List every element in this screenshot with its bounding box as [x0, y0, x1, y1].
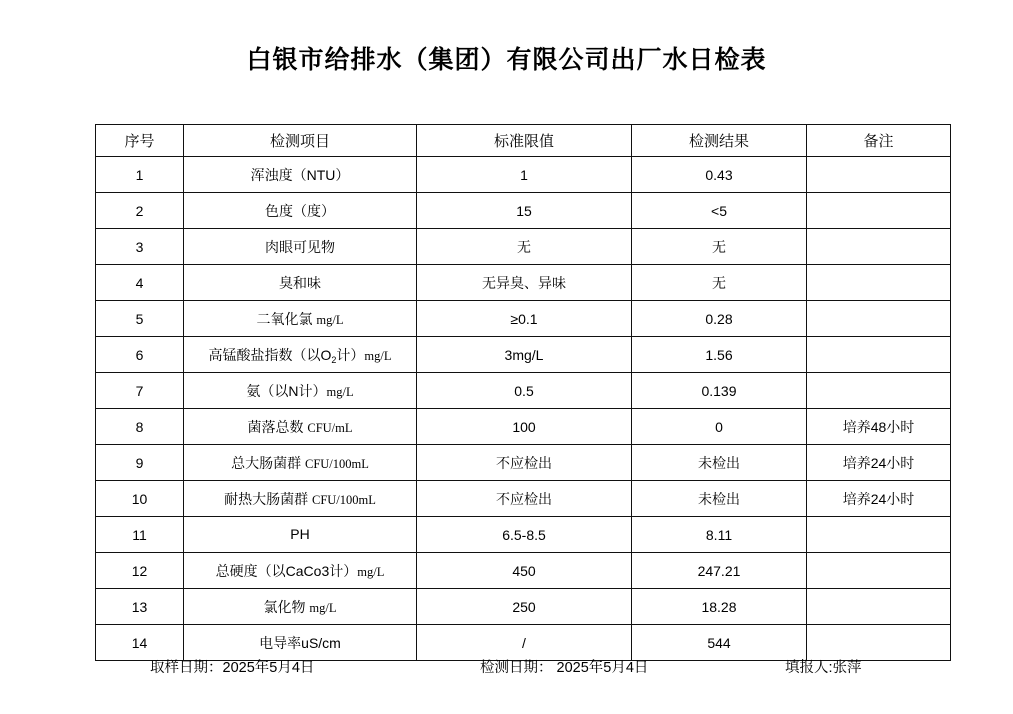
cell-standard: 100	[417, 409, 632, 445]
cell-standard: 3mg/L	[417, 337, 632, 373]
cell-item-unit: mg/L	[326, 384, 354, 399]
cell-note	[807, 265, 951, 301]
cell-note: 培养48小时	[807, 409, 951, 445]
cell-item-unit: mg/L	[309, 600, 337, 615]
cell-no: 2	[96, 193, 184, 229]
cell-item-name: 总大肠菌群	[231, 454, 302, 471]
table-row	[96, 193, 951, 229]
report-table-container	[95, 124, 950, 661]
sampling-date: 取样日期：2025年5月4日	[150, 660, 315, 676]
table-row	[96, 337, 951, 373]
cell-no: 4	[96, 265, 184, 301]
cell-no: 3	[96, 229, 184, 265]
cell-item-unit: CFU/mL	[307, 420, 353, 435]
cell-note	[807, 589, 951, 625]
cell-result: 0.139	[632, 373, 807, 409]
cell-result: 无	[632, 229, 807, 265]
cell-note: 培养24小时	[807, 445, 951, 481]
table-row	[96, 301, 951, 337]
cell-item-name: 浑浊度（NTU）	[250, 166, 350, 183]
table-row	[96, 589, 951, 625]
column-header-standard: 标准限值	[417, 125, 632, 157]
cell-item	[184, 481, 417, 517]
cell-standard: 250	[417, 589, 632, 625]
cell-item	[184, 193, 417, 229]
table-row	[96, 373, 951, 409]
cell-no: 11	[96, 517, 184, 553]
cell-result: <5	[632, 193, 807, 229]
testing-date: 检测日期： 2025年5月4日	[480, 660, 649, 676]
cell-note	[807, 517, 951, 553]
table-row	[96, 265, 951, 301]
cell-item-name: 总硬度（以CaCo3计）	[215, 562, 358, 579]
cell-standard: 1	[417, 157, 632, 193]
cell-standard: 无	[417, 229, 632, 265]
cell-item	[184, 265, 417, 301]
cell-item-name: 色度（度）	[265, 202, 335, 219]
cell-item	[184, 553, 417, 589]
cell-standard: 450	[417, 553, 632, 589]
table-header-row	[96, 125, 951, 157]
cell-item-name: 电导率uS/cm	[259, 634, 341, 651]
table-row	[96, 409, 951, 445]
cell-no: 10	[96, 481, 184, 517]
cell-item-name: 耐热大肠菌群	[224, 490, 309, 507]
cell-item-name: 菌落总数	[247, 418, 304, 435]
cell-item-name: 高锰酸盐指数（以$O_2$计）	[208, 346, 365, 365]
cell-standard: ≥0.1	[417, 301, 632, 337]
cell-no: 13	[96, 589, 184, 625]
cell-standard: 无异臭、异味	[417, 265, 632, 301]
cell-standard: 6.5-8.5	[417, 517, 632, 553]
cell-result: 8.11	[632, 517, 807, 553]
document-page	[0, 40, 1013, 714]
cell-item-name: 氯化物	[263, 598, 306, 615]
table-row	[96, 445, 951, 481]
water-quality-table	[95, 124, 951, 661]
cell-item	[184, 409, 417, 445]
cell-result: 18.28	[632, 589, 807, 625]
cell-item-name: 氨（以N计）	[246, 382, 327, 399]
cell-result: 0.43	[632, 157, 807, 193]
cell-result: 1.56	[632, 337, 807, 373]
table-body	[96, 157, 951, 661]
cell-note	[807, 193, 951, 229]
cell-standard: /	[417, 625, 632, 661]
cell-no: 5	[96, 301, 184, 337]
cell-no: 8	[96, 409, 184, 445]
page-title: 白银市给排水（集团）有限公司出厂水日检表	[246, 47, 767, 74]
cell-standard: 不应检出	[417, 481, 632, 517]
cell-item	[184, 337, 417, 373]
cell-result: 0.28	[632, 301, 807, 337]
cell-standard: 不应检出	[417, 445, 632, 481]
cell-item-name: 臭和味	[279, 274, 321, 291]
cell-note	[807, 553, 951, 589]
cell-no: 12	[96, 553, 184, 589]
cell-no: 14	[96, 625, 184, 661]
cell-result: 247.21	[632, 553, 807, 589]
cell-item-unit: mg/L	[364, 348, 392, 363]
cell-item-unit: mg/L	[316, 312, 344, 327]
cell-note	[807, 157, 951, 193]
table-row	[96, 481, 951, 517]
cell-result: 未检出	[632, 481, 807, 517]
reporter-name: 填报人:张萍	[785, 660, 862, 676]
cell-item	[184, 373, 417, 409]
cell-item-name: 二氧化氯	[256, 310, 313, 327]
cell-note	[807, 301, 951, 337]
cell-item-name: 肉眼可见物	[265, 238, 335, 255]
cell-item	[184, 301, 417, 337]
cell-note	[807, 229, 951, 265]
table-row	[96, 517, 951, 553]
column-header-note: 备注	[807, 125, 951, 157]
cell-note	[807, 373, 951, 409]
column-header-no: 序号	[96, 125, 184, 157]
cell-no: 1	[96, 157, 184, 193]
cell-result: 无	[632, 265, 807, 301]
table-row	[96, 229, 951, 265]
cell-item-unit: mg/L	[357, 564, 385, 579]
table-row	[96, 157, 951, 193]
cell-note: 培养24小时	[807, 481, 951, 517]
column-header-item: 检测项目	[184, 125, 417, 157]
cell-item	[184, 229, 417, 265]
cell-result: 544	[632, 625, 807, 661]
cell-item	[184, 589, 417, 625]
cell-result: 未检出	[632, 445, 807, 481]
cell-item-unit: CFU/100mL	[304, 456, 369, 471]
cell-standard: 0.5	[417, 373, 632, 409]
cell-item-name: PH	[290, 526, 310, 542]
cell-no: 9	[96, 445, 184, 481]
cell-note	[807, 337, 951, 373]
document-footer	[95, 652, 950, 682]
cell-no: 6	[96, 337, 184, 373]
cell-item	[184, 445, 417, 481]
cell-item-unit: CFU/100mL	[311, 492, 376, 507]
cell-result: 0	[632, 409, 807, 445]
table-row	[96, 553, 951, 589]
column-header-result: 检测结果	[632, 125, 807, 157]
cell-item	[184, 157, 417, 193]
cell-item	[184, 517, 417, 553]
cell-no: 7	[96, 373, 184, 409]
cell-standard: 15	[417, 193, 632, 229]
